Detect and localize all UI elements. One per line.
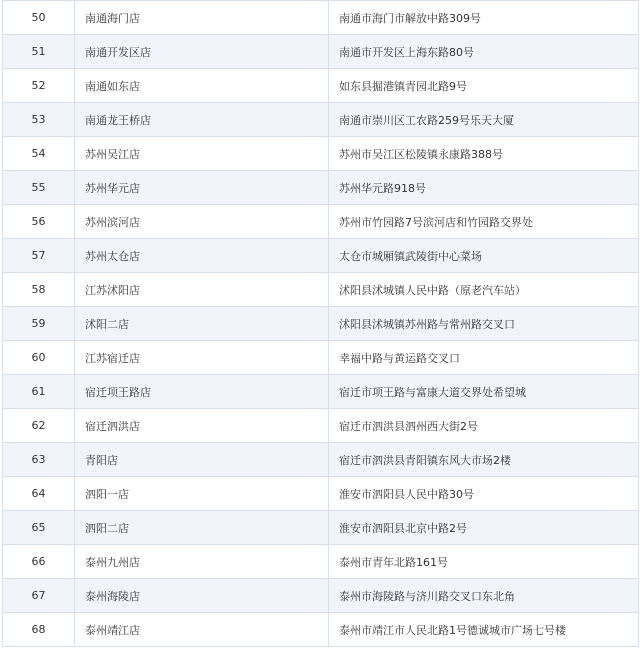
store-name-cell: 苏州华元店 (75, 171, 329, 205)
store-number-cell: 51 (3, 35, 75, 69)
store-name-cell: 南通龙王桥店 (75, 103, 329, 137)
store-name-cell: 沭阳二店 (75, 307, 329, 341)
store-address-cell: 如东县掘港镇青园北路9号 (329, 69, 639, 103)
store-number-cell: 67 (3, 579, 75, 613)
store-number-cell: 58 (3, 273, 75, 307)
table-row (3, 1, 639, 35)
table-row (3, 341, 639, 375)
store-name-cell: 苏州太仓店 (75, 239, 329, 273)
store-number-cell: 52 (3, 69, 75, 103)
store-address-cell: 泰州市青年北路161号 (329, 545, 639, 579)
store-name-cell: 泗阳一店 (75, 477, 329, 511)
table-row (3, 579, 639, 613)
store-address-cell: 苏州市吴江区松陵镇永康路388号 (329, 137, 639, 171)
store-address-cell: 南通市开发区上海东路80号 (329, 35, 639, 69)
store-number-cell: 64 (3, 477, 75, 511)
store-number-cell: 50 (3, 1, 75, 35)
table-row (3, 103, 639, 137)
store-name-cell: 青阳店 (75, 443, 329, 477)
table-row (3, 511, 639, 545)
store-address-cell: 太仓市城厢镇武陵街中心菜场 (329, 239, 639, 273)
store-address-cell: 宿迁市泗洪县泗州西大街2号 (329, 409, 639, 443)
table-row (3, 239, 639, 273)
store-address-cell: 泰州市海陵路与济川路交叉口东北角 (329, 579, 639, 613)
store-number-cell: 68 (3, 613, 75, 647)
store-number-cell: 66 (3, 545, 75, 579)
store-name-cell: 泰州靖江店 (75, 613, 329, 647)
table-row (3, 307, 639, 341)
store-address-cell: 南通市崇川区工农路259号乐天大厦 (329, 103, 639, 137)
store-name-cell: 苏州吴江店 (75, 137, 329, 171)
store-address-cell: 淮安市泗阳县北京中路2号 (329, 511, 639, 545)
store-name-cell: 泰州九州店 (75, 545, 329, 579)
store-number-cell: 59 (3, 307, 75, 341)
store-number-cell: 57 (3, 239, 75, 273)
store-number-cell: 65 (3, 511, 75, 545)
store-address-cell: 幸福中路与黄运路交叉口 (329, 341, 639, 375)
table-row (3, 69, 639, 103)
table-row (3, 171, 639, 205)
store-address-cell: 苏州华元路918号 (329, 171, 639, 205)
store-address-cell: 宿迁市项王路与富康大道交界处希望城 (329, 375, 639, 409)
table-row (3, 375, 639, 409)
store-address-cell: 淮安市泗阳县人民中路30号 (329, 477, 639, 511)
store-number-cell: 55 (3, 171, 75, 205)
store-address-cell: 苏州市竹园路7号滨河店和竹园路交界处 (329, 205, 639, 239)
store-number-cell: 61 (3, 375, 75, 409)
store-name-cell: 泗阳二店 (75, 511, 329, 545)
store-name-cell: 江苏宿迁店 (75, 341, 329, 375)
store-address-cell: 沭阳县沭城镇苏州路与常州路交叉口 (329, 307, 639, 341)
store-name-cell: 宿迁项王路店 (75, 375, 329, 409)
table-row (3, 409, 639, 443)
store-table (2, 0, 639, 647)
store-table-body (3, 1, 639, 647)
table-row (3, 205, 639, 239)
table-row (3, 545, 639, 579)
store-name-cell: 泰州海陵店 (75, 579, 329, 613)
store-name-cell: 宿迁泗洪店 (75, 409, 329, 443)
store-name-cell: 南通如东店 (75, 69, 329, 103)
store-number-cell: 56 (3, 205, 75, 239)
store-name-cell: 苏州滨河店 (75, 205, 329, 239)
table-row (3, 273, 639, 307)
store-number-cell: 62 (3, 409, 75, 443)
table-row (3, 35, 639, 69)
store-name-cell: 南通开发区店 (75, 35, 329, 69)
store-number-cell: 63 (3, 443, 75, 477)
store-address-cell: 南通市海门市解放中路309号 (329, 1, 639, 35)
table-row (3, 613, 639, 647)
store-number-cell: 54 (3, 137, 75, 171)
store-number-cell: 53 (3, 103, 75, 137)
store-address-cell: 宿迁市泗洪县青阳镇东风大市场2楼 (329, 443, 639, 477)
store-number-cell: 60 (3, 341, 75, 375)
table-row (3, 137, 639, 171)
store-address-cell: 泰州市靖江市人民北路1号德诚城市广场七号楼 (329, 613, 639, 647)
store-name-cell: 南通海门店 (75, 1, 329, 35)
store-address-cell: 沭阳县沭城镇人民中路（原老汽车站） (329, 273, 639, 307)
table-row (3, 477, 639, 511)
table-row (3, 443, 639, 477)
store-name-cell: 江苏沭阳店 (75, 273, 329, 307)
